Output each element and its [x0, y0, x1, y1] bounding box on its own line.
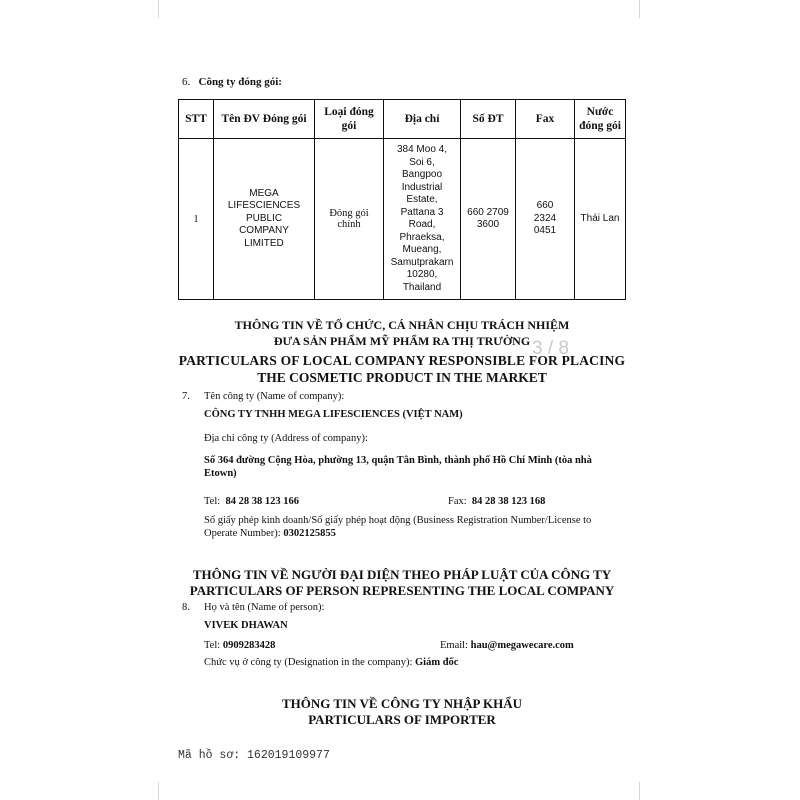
license-line2: Operate Number): 0302125855	[204, 528, 336, 539]
cell-stt: 1	[179, 139, 214, 300]
person-name-label: Họ và tên (Name of person):	[204, 602, 325, 613]
company-name-label: Tên công ty (Name of company):	[204, 391, 345, 402]
col-name: Tên ĐV Đóng gói	[214, 100, 315, 139]
heading-local-company-en-1: PARTICULARS OF LOCAL COMPANY RESPONSIBLE FOR PLACING	[178, 353, 626, 368]
table-row	[179, 139, 626, 300]
heading-local-company-en-2: THE COSMETIC PRODUCT IN THE MARKET	[257, 370, 547, 385]
company-address-line2: Etown)	[204, 468, 237, 479]
section-7-number: 7.	[182, 391, 190, 402]
section-6-title: 6. Công ty đóng gói:	[182, 76, 282, 88]
page-edge-bottom	[158, 782, 640, 800]
heading-representative-en: PARTICULARS OF PERSON REPRESENTING THE LOCAL COMPANY	[189, 583, 615, 598]
heading-local-company-vi-1: THÔNG TIN VỀ TỔ CHỨC, CÁ NHÂN CHỊU TRÁCH NHIỆM	[234, 318, 570, 332]
col-type: Loại đóng gói	[315, 100, 384, 139]
heading-importer-vi: THÔNG TIN VỀ CÔNG TY NHẬP KHẨU	[281, 696, 523, 711]
col-fax: Fax	[516, 100, 575, 139]
company-fax: Fax: 84 28 38 123 168	[448, 496, 546, 507]
person-tel: Tel: 0909283428	[204, 640, 276, 651]
page-edge-top	[158, 0, 640, 18]
license-label-line1: Số giấy phép kinh doanh/Số giấy phép hoạt động (Business Registration Number/License to	[204, 515, 592, 526]
cell-fax: 660 2324 0451	[516, 139, 575, 300]
person-name: VIVEK DHAWAN	[204, 620, 288, 631]
table-header-row	[179, 100, 626, 139]
heading-importer-en: PARTICULARS OF IMPORTER	[308, 712, 496, 727]
company-address-label: Địa chỉ công ty (Address of company):	[204, 433, 368, 444]
col-country: Nước đóng gói	[575, 100, 626, 139]
heading-representative-vi: THÔNG TIN VỀ NGƯỜI ĐẠI DIỆN THEO PHÁP LUẬT CỦA CÔNG TY	[192, 567, 612, 582]
section-8-number: 8.	[182, 602, 190, 613]
col-phone: Số ĐT	[461, 100, 516, 139]
person-position: Chức vụ ở công ty (Designation in the company): Giám đốc	[204, 657, 459, 668]
col-address: Địa chỉ	[384, 100, 461, 139]
packer-table	[178, 99, 626, 300]
file-code: Mã hồ sơ: 162019109977	[178, 749, 330, 762]
company-tel: Tel: 84 28 38 123 166	[204, 496, 299, 507]
cell-country: Thái Lan	[575, 139, 626, 300]
person-email: Email: hau@megawecare.com	[440, 640, 574, 651]
cell-address: 384 Moo 4, Soi 6, Bangpoo Industrial Estate, Pattana 3 Road, Phraeksa, Mueang, Samutprakarn 10280, Thailand	[384, 139, 461, 300]
cell-name: MEGA LIFESCIENCES PUBLIC COMPANY LIMITED	[214, 139, 315, 300]
cell-type: Đóng gói chính	[315, 139, 384, 300]
cell-phone: 660 2709 3600	[461, 139, 516, 300]
heading-local-company-vi-2: ĐƯA SẢN PHẨM MỸ PHẨM RA THỊ TRƯỜNG	[273, 334, 531, 348]
page-indicator: 3 / 8	[532, 338, 569, 359]
company-name: CÔNG TY TNHH MEGA LIFESCIENCES (VIỆT NAM)	[204, 409, 463, 420]
col-stt: STT	[179, 100, 214, 139]
company-address-line1: Số 364 đường Cộng Hòa, phường 13, quận Tân Bình, thành phố Hồ Chí Minh (tòa nhà	[204, 455, 592, 466]
